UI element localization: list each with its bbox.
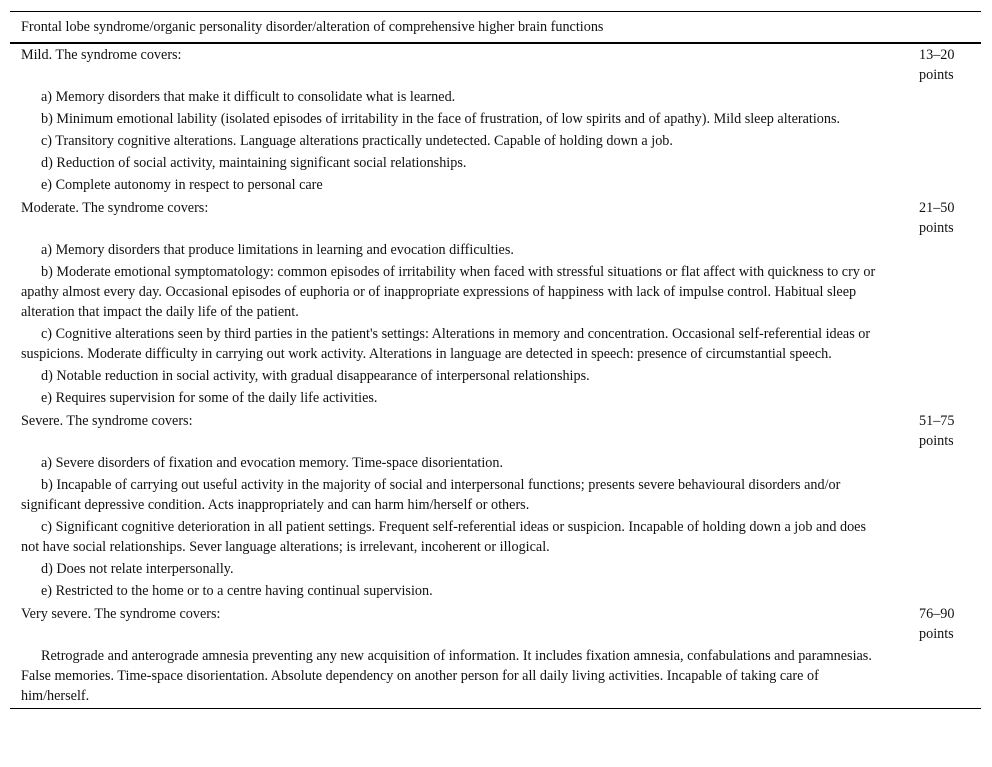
section-moderate [10, 197, 981, 408]
list-item: e) Restricted to the home or to a centre having continual supervision. [41, 583, 433, 599]
list-item: b) Incapable of carrying out useful activity in the majority of social and interpersonal functions; presents severe behavioural disorders and/or significant depressive condition. Acts inappropriately and can harm him/herself or others. [21, 477, 841, 513]
list-item: a) Severe disorders of fixation and evocation memory. Time-space disorientation. [41, 455, 504, 471]
section-title: Severe. The syndrome covers: [21, 413, 193, 429]
table-header: Frontal lobe syndrome/organic personality disorder/alteration of comprehensive higher brain functions [21, 19, 604, 35]
list-item: d) Does not relate interpersonally. [41, 561, 234, 577]
section-mild [10, 44, 981, 195]
points-unit: points [919, 220, 954, 236]
list-item: c) Significant cognitive deterioration in all patient settings. Frequent self-referential ideas or suspicion. Incapable of holding down a job and does not have social relationships. Sever language alterations; is irrelevant, incoherent or illogical. [21, 519, 867, 555]
list-item: b) Minimum emotional lability (isolated episodes of irritability in the face of frustration, of low spirits and of apathy). Mild sleep alterations. [41, 111, 841, 127]
list-item: c) Cognitive alterations seen by third parties in the patient's settings: Alterations in memory and concentration. Occasional self-referential ideas or suspicions. Moderate difficulty in carrying out work activity. Alterations in language are detected in speech: presence of circumstantial speech. [21, 326, 871, 362]
list-item: d) Reduction of social activity, maintaining significant social relationships. [41, 155, 467, 171]
list-item: c) Transitory cognitive alterations. Language alterations practically undetected. Capable of holding down a job. [41, 133, 673, 149]
points-cell [881, 198, 979, 240]
section-severe [10, 410, 981, 601]
points-range: 76–90 [919, 606, 955, 622]
section-very-severe [10, 603, 981, 706]
points-cell [881, 411, 979, 453]
points-range: 21–50 [919, 200, 955, 216]
points-unit: points [919, 67, 954, 83]
points-cell [881, 604, 979, 646]
section-title: Very severe. The syndrome covers: [21, 606, 221, 622]
section-title-row [10, 197, 981, 240]
points-unit: points [919, 626, 954, 642]
points-cell [881, 45, 979, 87]
list-item: e) Requires supervision for some of the daily life activities. [41, 390, 378, 406]
table-bottom-rule [10, 708, 981, 709]
points-range: 13–20 [919, 47, 955, 63]
section-title-row [10, 44, 981, 87]
list-item: a) Memory disorders that make it difficult to consolidate what is learned. [41, 89, 456, 105]
points-range: 51–75 [919, 413, 955, 429]
list-item: d) Notable reduction in social activity, with gradual disappearance of interpersonal relationships. [41, 368, 590, 384]
list-item: b) Moderate emotional symptomatology: common episodes of irritability when faced with stressful situations or flat affect with quickness to cry or apathy almost every day. Occasional episodes of euphoria or of inappropriate expressions of happiness with lack of impulse control. Habitual sleep alteration that impact the daily life of the patient. [21, 264, 876, 320]
list-item: Retrograde and anterograde amnesia preventing any new acquisition of information. It includes fixation amnesia, confabulations and paramnesias. False memories. Time-space disorientation. Absolute dependency on another person for all daily living activities. Incapable of taking care of him/herself. [21, 648, 872, 704]
section-title: Moderate. The syndrome covers: [21, 200, 209, 216]
section-title: Mild. The syndrome covers: [21, 47, 182, 63]
severity-table [10, 11, 981, 709]
list-item: e) Complete autonomy in respect to personal care [41, 177, 323, 193]
section-title-row [10, 410, 981, 453]
list-item: a) Memory disorders that produce limitations in learning and evocation difficulties. [41, 242, 514, 258]
points-unit: points [919, 433, 954, 449]
section-title-row [10, 603, 981, 646]
